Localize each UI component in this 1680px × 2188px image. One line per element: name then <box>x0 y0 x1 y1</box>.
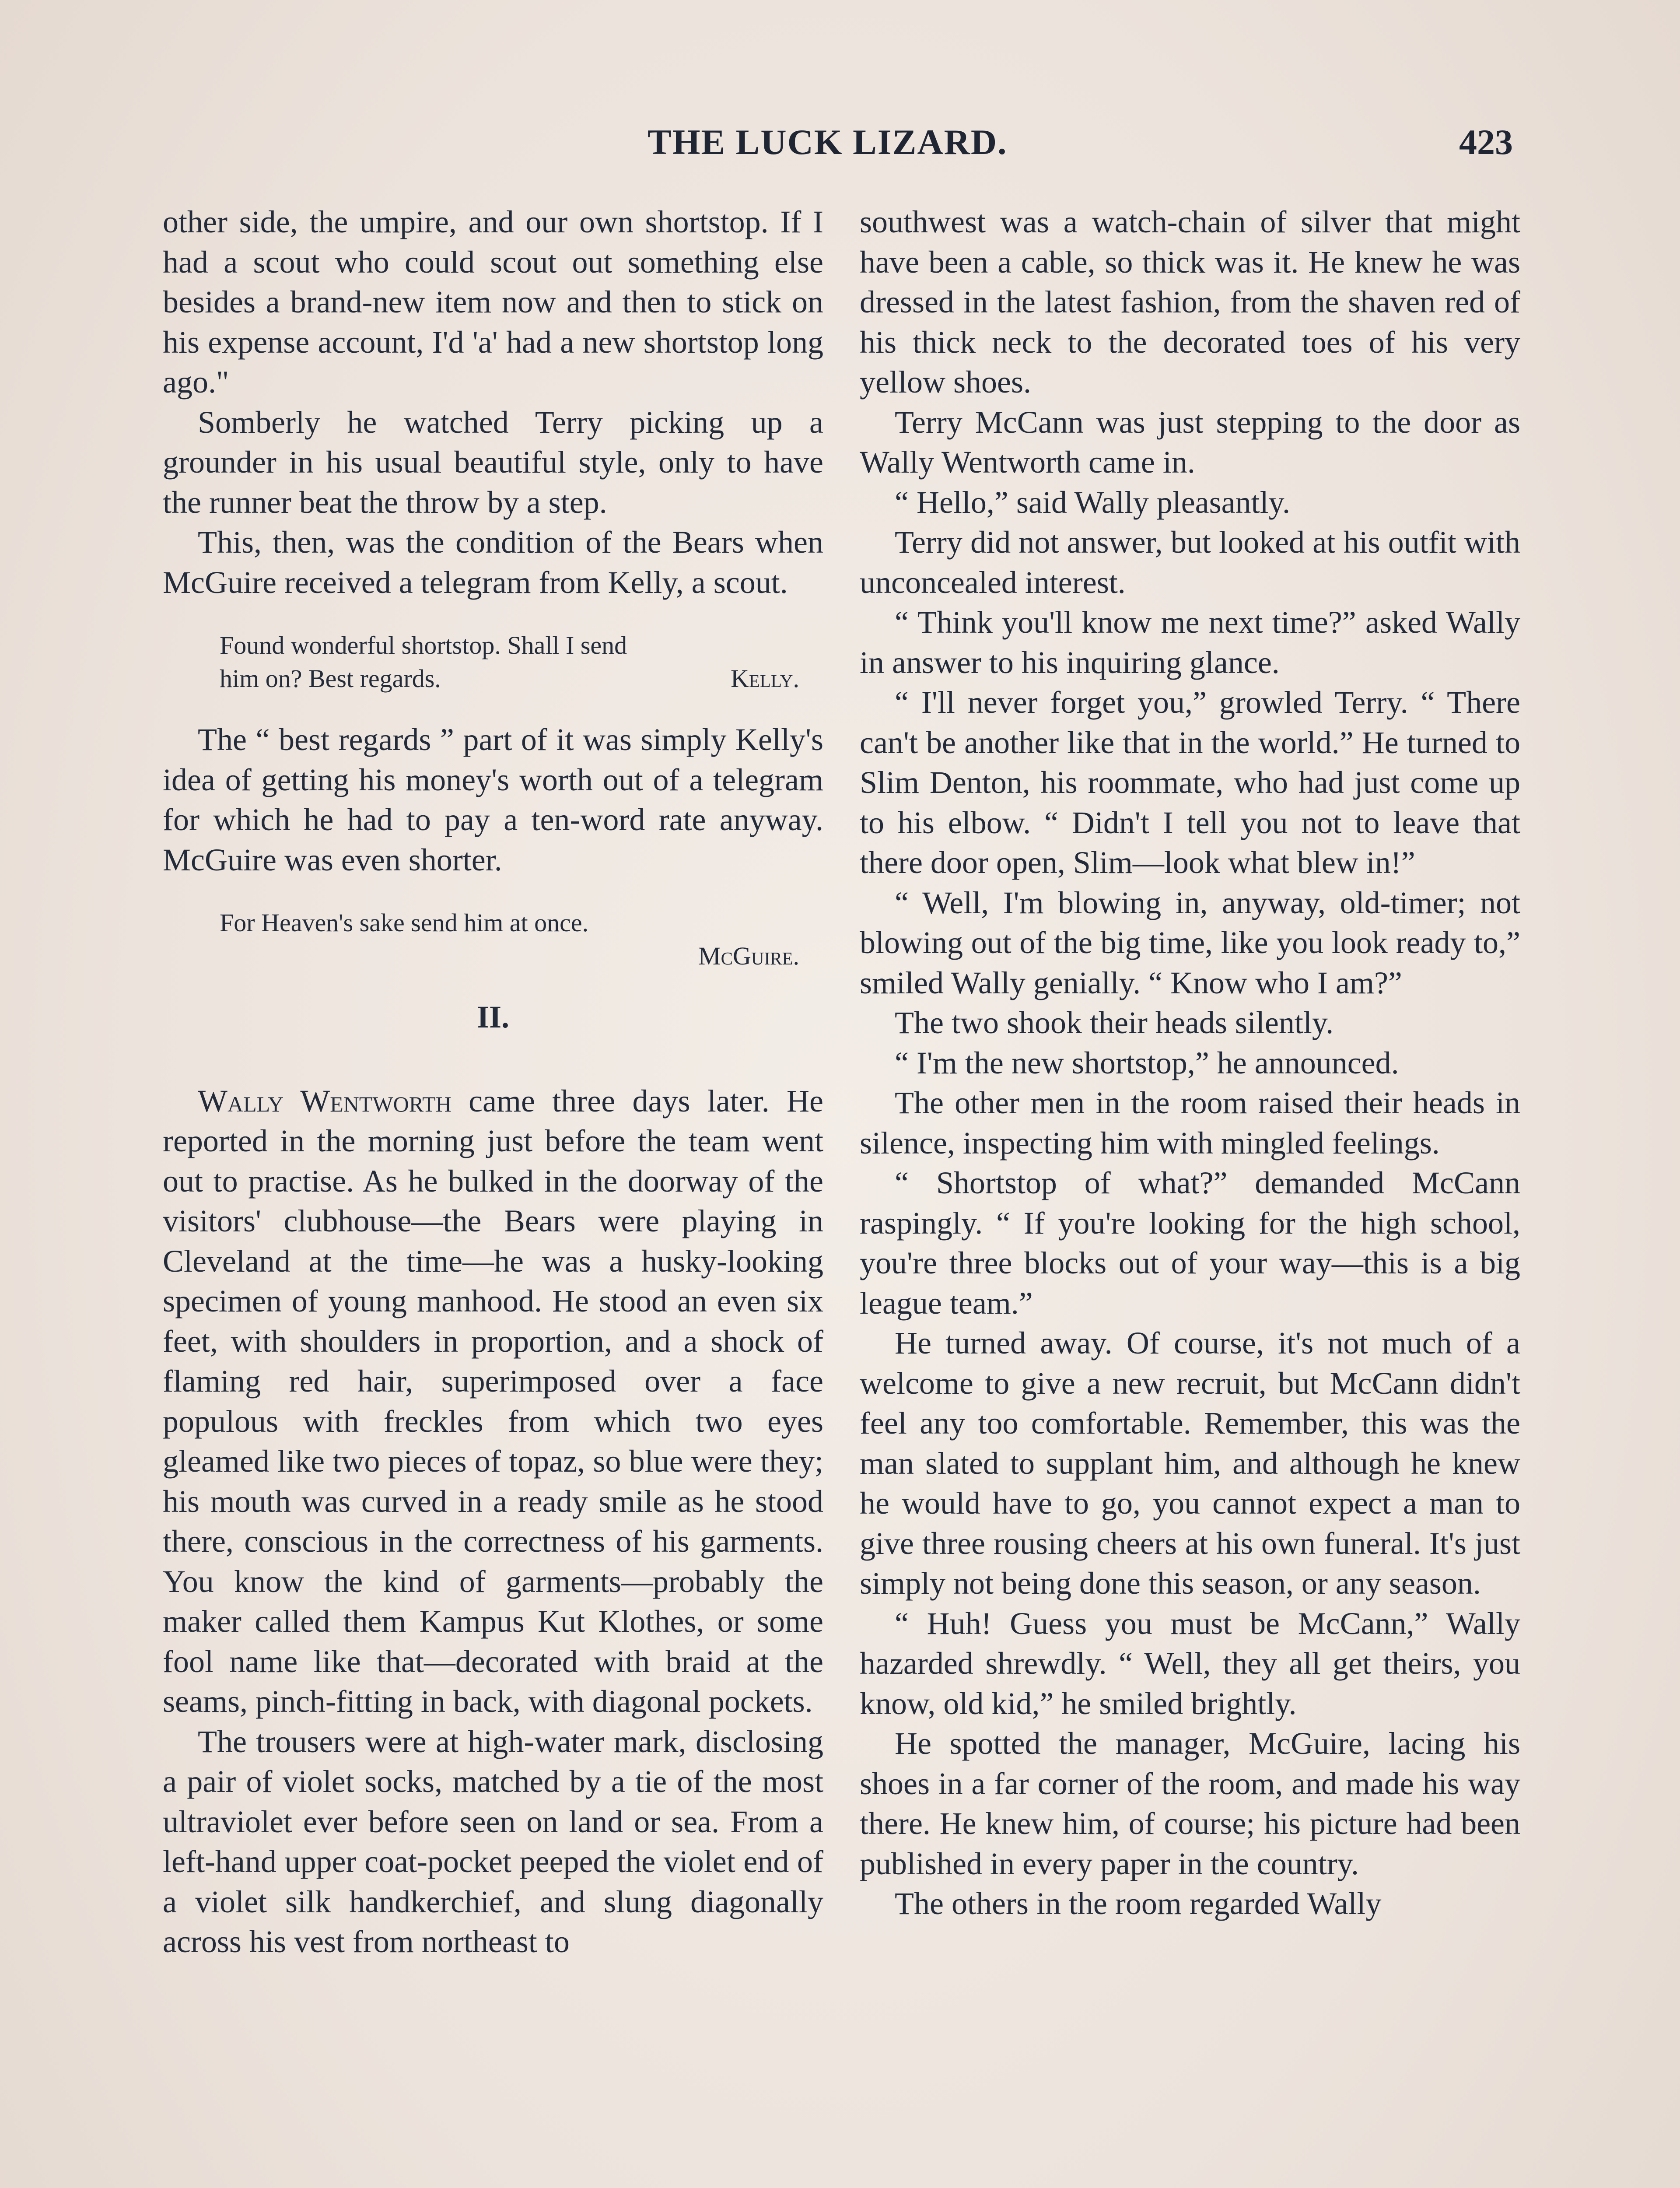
paragraph: The other men in the room raised their heads in silence, inspecting him with mingled feelings. <box>860 1085 1520 1161</box>
paragraph: This, then, was the condition of the Bears when McGuire received a telegram from Kelly, a scout. <box>163 525 823 600</box>
telegram-kelly <box>163 629 823 695</box>
telegram-mcguire <box>163 906 823 973</box>
telegram-signature: Kelly. <box>730 664 799 693</box>
paragraph: The trousers were at high-water mark, disclosing a pair of violet socks, matched by a tie of the most ultraviolet ever before seen on land or sea. From a left-hand upper coat-pocket peeped the violet end of a violet silk handkerchief, and slung diagonally across his vest from northeast to <box>163 1724 823 1959</box>
paragraph: “ Shortstop of what?” demanded McCann raspingly. “ If you're looking for the high school, you're three blocks out of your way—this is a big league team.” <box>860 1165 1520 1321</box>
telegram-line: For Heaven's sake send him at once. <box>220 908 589 937</box>
paragraph: He turned away. Of course, it's not much of a welcome to give a new recruit, but McCann didn't feel any too comfortable. Remember, this was the man slated to supplant him, and although he knew he would have to go, you cannot expect a man to give three rousing cheers at his own funeral. It's just simply not being done this season, or any season. <box>860 1325 1520 1601</box>
paragraph-text: came three days later. He reported in the morning just before the team went out to practise. As he bulked in the doorway of the visitors' clubhouse—the Bears were playing in Cleveland at the time—he was a husky-looking specimen of young manhood. He stood an even six feet, with shoulders in proportion, and a shock of flaming red hair, superimposed over a face populous with freckles from which two eyes gleamed like two pieces of topaz, so blue were they; his mouth was curved in a ready smile as he stood there, conscious in the correctness of his garments. You know the kind of garments—probably the maker called them Kampus Kut Klothes, or some fool name like that—decorated with braid at the seams, pinch-fitting in back, with diagonal pockets. <box>163 1083 823 1719</box>
paragraph: “ Huh! Guess you must be McCann,” Wally hazarded shrewdly. “ Well, they all get theirs, you know, old kid,” he smiled brightly. <box>860 1606 1520 1721</box>
paragraph: southwest was a watch-chain of silver that might have been a cable, so thick was it. He knew he was dressed in the latest fashion, from the shaven red of his thick neck to the decorated toes of his very yellow shoes. <box>860 204 1520 400</box>
paragraph: “ I'm the new shortstop,” he announced. <box>895 1045 1399 1080</box>
right-column <box>860 202 1520 1924</box>
paragraph: Somberly he watched Terry picking up a grounder in his usual beautiful style, only to have the runner beat the throw by a step. <box>163 404 823 520</box>
telegram-signature: McGuire. <box>698 942 799 970</box>
paragraph: other side, the umpire, and our own shortstop. If I had a scout who could scout out something else besides a brand-new item now and then to stick on his expense account, I'd 'a' had a new shortstop long ago." <box>163 204 823 400</box>
paragraph <box>163 1081 823 1722</box>
left-column <box>163 202 823 1962</box>
telegram-line: him on? Best regards. <box>220 664 441 693</box>
paragraph: “ Hello,” said Wally pleasantly. <box>895 484 1290 520</box>
section-number: II. <box>476 999 510 1034</box>
paragraph: The “ best regards ” part of it was simply Kelly's idea of getting his money's worth out of a telegram for which he had to pay a ten-word rate anyway. McGuire was even shorter. <box>163 722 823 877</box>
running-title: THE LUCK LIZARD. <box>648 122 1008 162</box>
paragraph: “ Think you'll know me next time?” asked Wally in answer to his inquiring glance. <box>860 605 1520 680</box>
character-name: Wally Wentworth <box>198 1083 452 1119</box>
paragraph: He spotted the manager, McGuire, lacing his shoes in a far corner of the room, and made his way there. He knew him, of course; his picture had been published in every paper in the country. <box>860 1726 1520 1881</box>
paragraph: Terry did not answer, but looked at his outfit with unconcealed interest. <box>860 525 1520 600</box>
telegram-line: Found wonderful shortstop. Shall I send <box>220 631 627 659</box>
paragraph: The two shook their heads silently. <box>895 1005 1334 1040</box>
page-header <box>0 122 1680 170</box>
page-number: 423 <box>1459 122 1513 162</box>
paragraph: Terry McCann was just stepping to the door as Wally Wentworth came in. <box>860 404 1520 480</box>
paragraph: The others in the room regarded Wally <box>895 1886 1382 1921</box>
paragraph: “ I'll never forget you,” growled Terry. “ There can't be another like that in the world.” He turned to Slim Denton, his roommate, who had just come up to his elbow. “ Didn't I tell you not to leave that there door open, Slim—look what blew in!” <box>860 685 1520 880</box>
paragraph: “ Well, I'm blowing in, anyway, old-timer; not blowing out of the big time, like you look ready to,” smiled Wally genially. “ Know who I am?” <box>860 885 1520 1000</box>
